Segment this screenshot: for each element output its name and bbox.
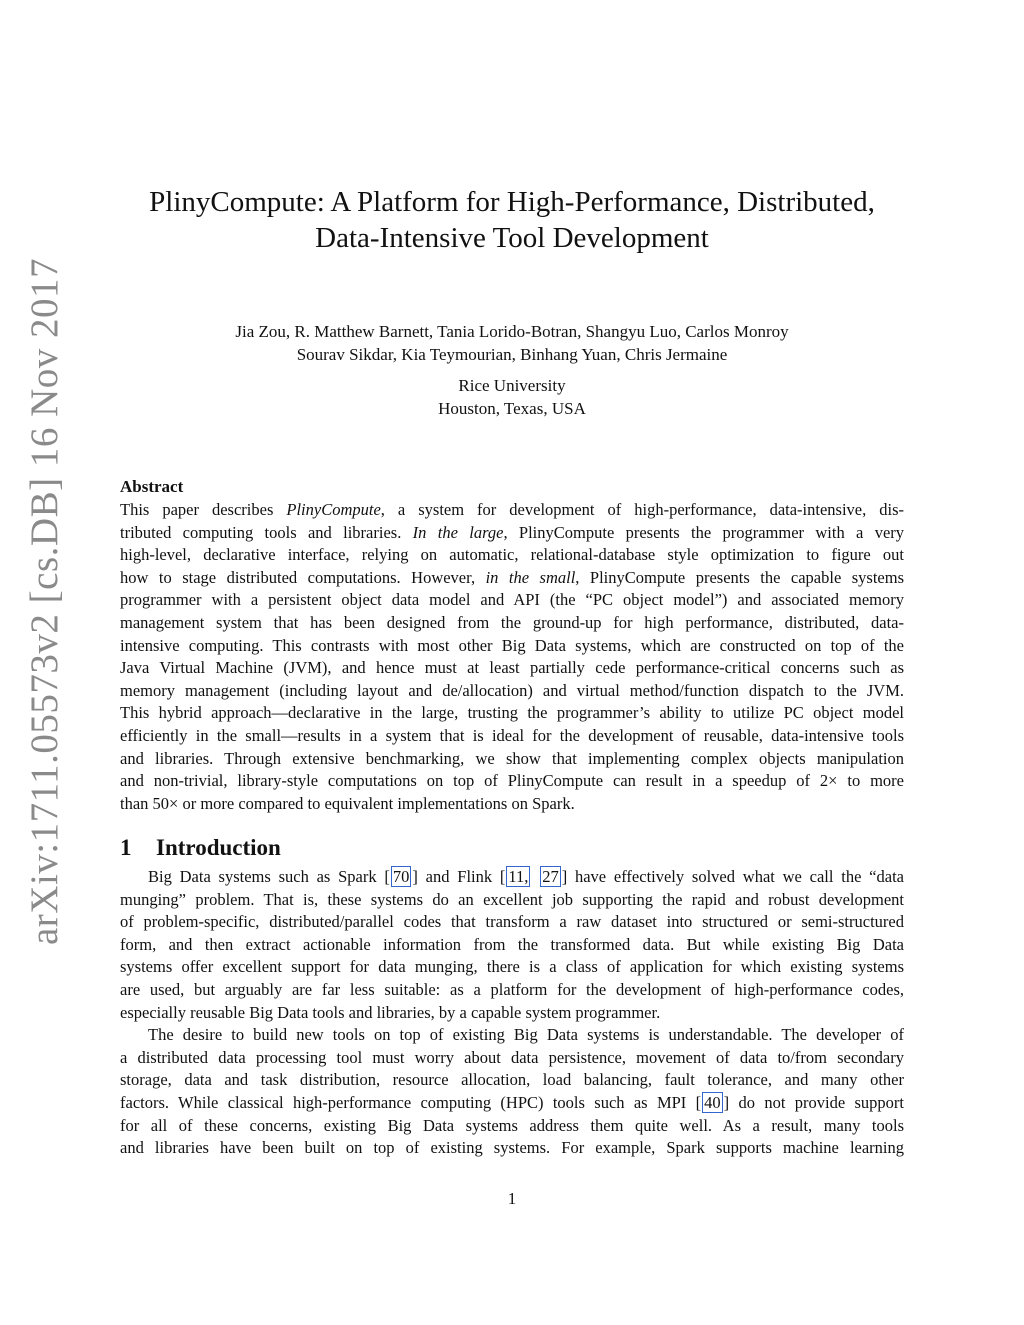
citation-link[interactable]: 70: [392, 867, 410, 886]
introduction-body: [120, 866, 904, 1160]
title-line: Data-Intensive Tool Development: [315, 222, 709, 254]
intro-line: for all of these concerns, existing Big Data systems address them quite well. As a result, many tools: [120, 1115, 904, 1135]
intro-line: are used, but arguably are far less suitable: as a platform for the development of high-performance codes,: [120, 979, 904, 999]
abstract-line: management system that has been designed from the ground-up for high performance, distributed, data-: [120, 612, 904, 632]
intro-line: munging” problem. That is, these systems do an excellent job supporting the rapid and robust development: [120, 889, 904, 909]
section-title: Introduction: [156, 835, 281, 860]
abstract-line: Java Virtual Machine (JVM), and hence must at least partially cede performance-critical concerns such as: [120, 658, 904, 678]
intro-line: a distributed data processing tool must worry about data persistence, movement of data to/from secondary: [120, 1047, 904, 1067]
abstract-line: This paper describes PlinyCompute, a system for development of high-performance, data-intensive, dis-: [120, 500, 904, 519]
author-line: Jia Zou, R. Matthew Barnett, Tania Lorido-Botran, Shangyu Luo, Carlos Monroy: [235, 322, 789, 341]
section-number: 1: [120, 835, 132, 860]
abstract-line: tributed computing tools and libraries. In the large, PlinyCompute presents the programmer with a very: [120, 522, 904, 542]
location: Houston, Texas, USA: [438, 399, 586, 418]
intro-line: factors. While classical high-performance computing (HPC) tools such as MPI [ 40 ] do not provide support: [120, 1092, 904, 1112]
intro-line: form, and then extract actionable information from the transformed data. But while existing Big Data: [120, 934, 904, 954]
arxiv-identifier-stamp: arXiv:1711.05573v2 [cs.DB] 16 Nov 2017: [23, 258, 66, 945]
system-name-emphasis: PlinyCompute: [286, 500, 381, 519]
abstract-heading: Abstract: [120, 477, 184, 496]
institution: Rice University: [458, 376, 566, 395]
abstract-line: memory management (including layout and de/allocation) and virtual method/function dispatch to the JVM.: [120, 680, 904, 700]
emphasis-in-the-large: In the large: [412, 522, 504, 542]
abstract-line: programmer with a persistent object data model and API (the “PC object model”) and associated memory: [120, 590, 904, 610]
paper-title: [100, 184, 924, 256]
abstract-body: [120, 499, 904, 815]
abstract-line: high-level, declarative interface, relying on automatic, relational-database style optimization to figure out: [120, 545, 904, 565]
abstract-line: how to stage distributed computations. However, in the small, PlinyCompute presents the capable systems: [120, 567, 904, 587]
intro-line: systems offer excellent support for data munging, there is a class of application for which existing systems: [120, 957, 904, 977]
intro-line: storage, data and task distribution, resource allocation, load balancing, fault tolerance, and many other: [120, 1070, 904, 1090]
affiliation: [100, 374, 924, 420]
citation-link[interactable]: 40: [704, 1092, 721, 1112]
abstract-line: This hybrid approach—declarative in the large, trusting the programmer’s ability to utilize PC object model: [120, 703, 904, 723]
author-line: Sourav Sikdar, Kia Teymourian, Binhang Yuan, Chris Jermaine: [296, 345, 728, 364]
abstract-line: and non-trivial, library-style computations on top of PlinyCompute can result in a speedup of 2× to more: [120, 771, 904, 791]
citation-link[interactable]: 27: [542, 867, 559, 886]
intro-line: The desire to build new tools on top of existing Big Data systems is understandable. The developer of: [148, 1025, 904, 1045]
title-line: PlinyCompute: A Platform for High-Performance, Distributed,: [149, 186, 875, 218]
intro-line: of problem-specific, distributed/parallel codes that transform a raw dataset into structured or semi-structured: [120, 912, 904, 932]
abstract-line: and libraries. Through extensive benchmarking, we show that implementing complex objects manipulation: [120, 748, 904, 768]
author-list: [100, 320, 924, 366]
abstract-line: than 50× or more compared to equivalent implementations on Spark.: [120, 793, 575, 813]
page-number: 1: [507, 1189, 517, 1208]
intro-line: and libraries have been built on top of existing systems. For example, Spark supports machine learning: [120, 1138, 904, 1158]
intro-line: especially reusable Big Data tools and libraries, by a capable system programmer.: [120, 1002, 661, 1022]
section-heading-introduction: [120, 833, 281, 863]
emphasis-in-the-small: in the small: [485, 567, 576, 587]
intro-line: Big Data systems such as Spark [ 70 ] and Flink [ 11, 27 ] have effectively solved what we call the “data: [148, 867, 904, 886]
abstract-line: intensive computing. This contrasts with most other Big Data systems, which are constructed on top of the: [120, 635, 904, 655]
abstract-line: efficiently in the small—results in a system that is ideal for the development of reusable, data-intensive tools: [120, 725, 904, 745]
citation-link[interactable]: 11,: [508, 867, 529, 886]
